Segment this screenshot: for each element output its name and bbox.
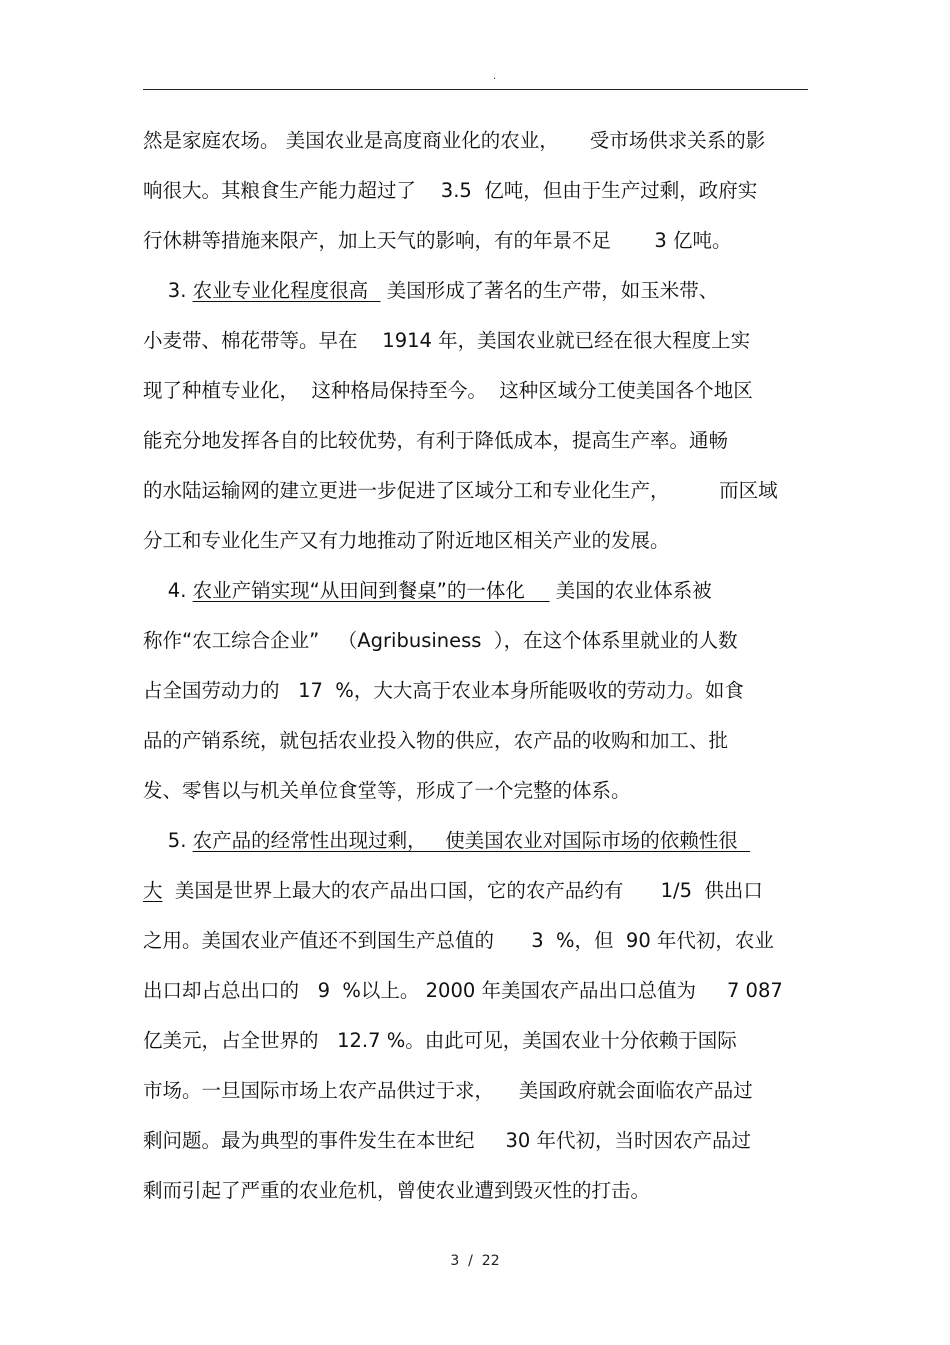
text-run: 行休耕等措施来限产，加上天气的影响，有的年景不足 3 亿吨。 [143,229,732,252]
text-line [143,828,813,854]
text-run: 然是家庭农场。 美国农业是高度商业化的农业， 受市场供求关系的影 [143,129,766,152]
text-line [143,1028,813,1054]
text-line [143,978,813,1004]
header-marker: . [493,71,497,82]
section-heading: 农产品的经常性出现过剩， 使美国农业对国际市场的依赖性很 [192,829,751,852]
text-line [143,878,813,904]
text-run: 剩问题。最为典型的事件发生在本世纪 30 年代初，当时因农产品过 [143,1129,752,1152]
text-line [143,228,813,254]
text-run: 美国形成了著名的生产带，如玉米带、 [380,279,719,302]
text-line [143,278,813,304]
text-run: 3. [143,279,193,302]
text-line [143,628,813,654]
text-run: 之用。美国农业产值还不到国生产总值的 3 %，但 90 年代初，农业 [143,929,774,952]
section-heading: 农业产销实现“从田间到餐桌”的一体化 [192,579,550,602]
text-run: 品的产销系统，就包括农业投入物的供应，农产品的收购和加工、批 [143,729,729,752]
text-run: 美国的农业体系被 [549,579,712,602]
text-run: 称作“农工综合企业” （Agribusiness ），在这个体系里就业的人数 [143,629,738,652]
text-run: 亿美元，占全世界的 12.7 %。由此可见，美国农业十分依赖于国际 [143,1029,737,1052]
text-line [143,328,813,354]
text-run: 小麦带、棉花带等。早在 1914 年，美国农业就已经在很大程度上实 [143,329,751,352]
text-run: 的水陆运输网的建立更进一步促进了区域分工和专业化生产， 而区域 [143,479,778,502]
text-line [143,178,813,204]
text-run: 响很大。其粮食生产能力超过了 3.5 亿吨，但由于生产过剩，政府实 [143,179,758,202]
section-heading: 农业专业化程度很高 [192,279,381,302]
text-line [143,778,813,804]
text-line [143,1128,813,1154]
text-run: 能充分地发挥各自的比较优势，有利于降低成本，提高生产率。通畅 [143,429,729,452]
section-heading: 大 [143,879,163,902]
text-line [143,378,813,404]
text-line [143,728,813,754]
header-rule [143,89,808,90]
text-line [143,1078,813,1104]
text-run: 分工和专业化生产又有力地推动了附近地区相关产业的发展。 [143,529,670,552]
text-run: 出口却占总出口的 9 %以上。 2000 年美国农产品出口总值为 7 087 [143,979,783,1002]
text-run: 市场。一旦国际市场上农产品供过于求， 美国政府就会面临农产品过 [143,1079,753,1102]
text-run: 5. [143,829,193,852]
page-number: 3 / 22 [450,1253,500,1269]
text-line [143,428,813,454]
text-line [143,478,813,504]
text-line [143,578,813,604]
text-run: 剩而引起了严重的农业危机，曾使农业遭到毁灭性的打击。 [143,1179,651,1202]
text-line [143,678,813,704]
text-run: 美国是世界上最大的农产品出口国，它的农产品约有 1/5 供出口 [162,879,763,902]
text-run: 现了种植专业化， 这种格局保持至今。 这种区域分工使美国各个地区 [143,379,753,402]
text-run: 发、零售以与机关单位食堂等，形成了一个完整的体系。 [143,779,631,802]
text-line [143,128,813,154]
text-line [143,528,813,554]
text-line [143,928,813,954]
text-line [143,1178,813,1204]
text-run: 占全国劳动力的 17 %，大大高于农业本身所能吸收的劳动力。如食 [143,679,744,702]
text-run: 4. [143,579,193,602]
